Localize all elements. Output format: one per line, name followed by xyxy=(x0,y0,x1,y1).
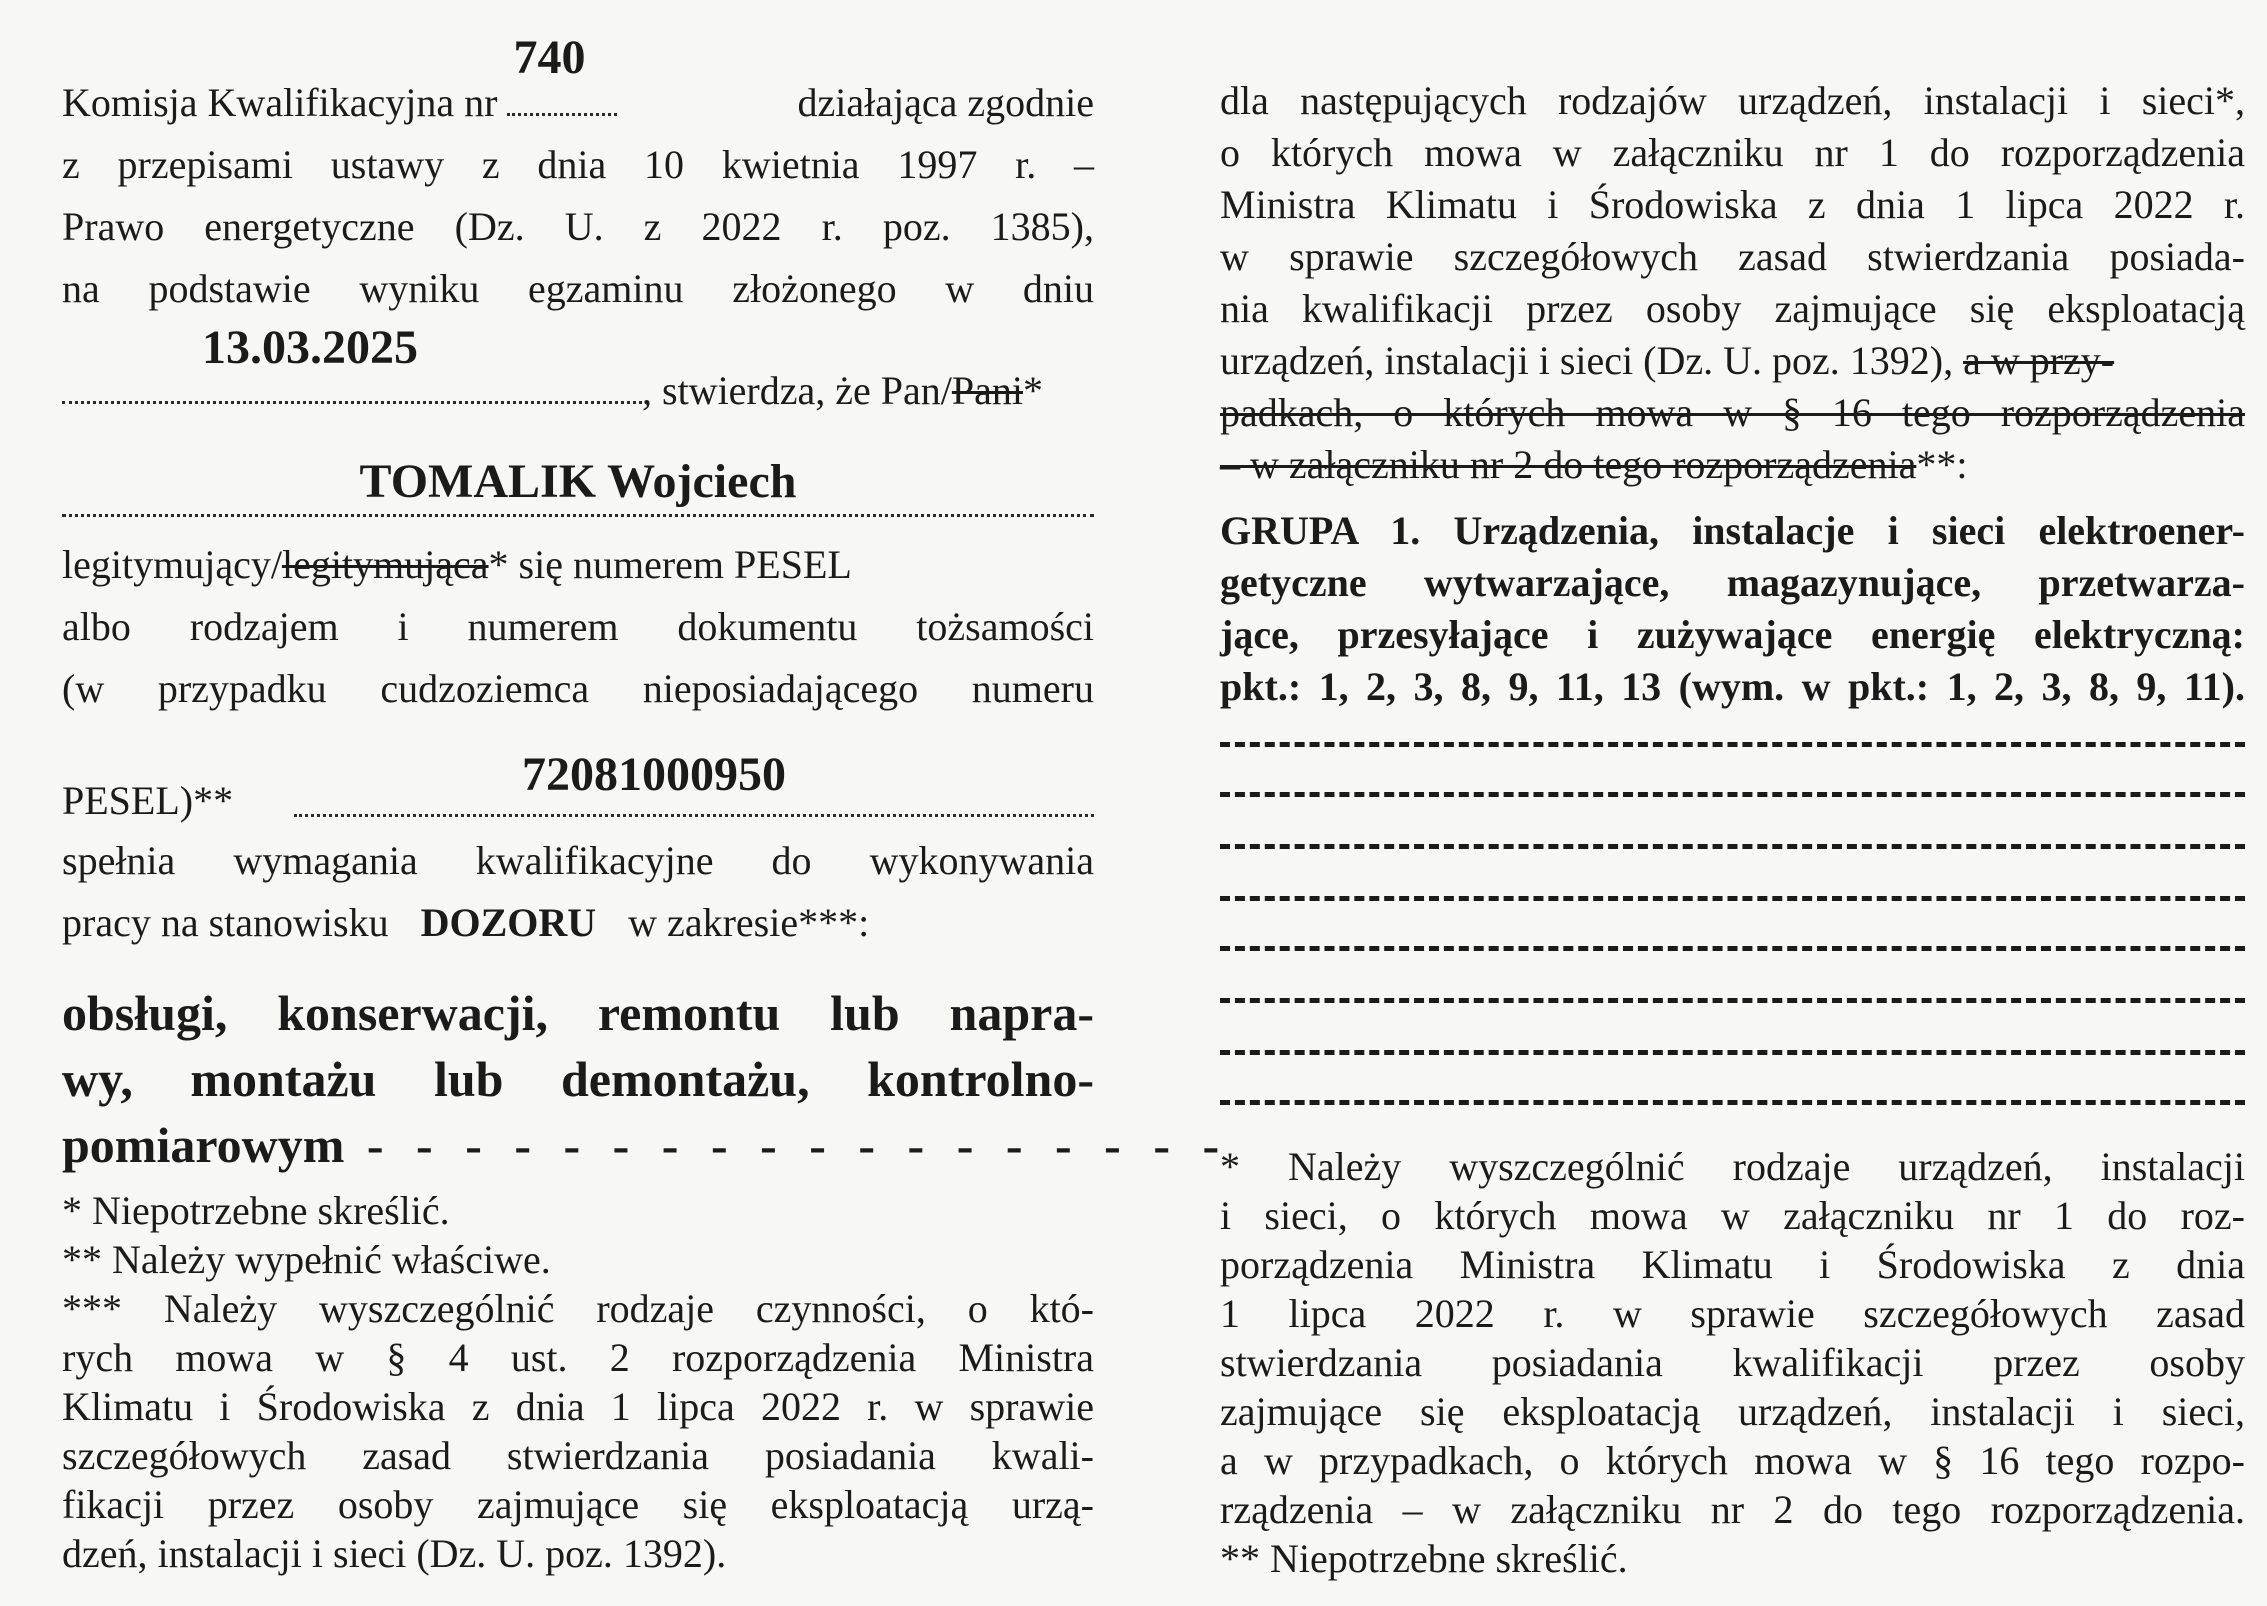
scope-line: obsługi, konserwacji, remontu lub napra- xyxy=(62,985,1094,1041)
position-line: pracy na stanowisku DOZORU w zakresie***: xyxy=(62,900,870,945)
text-line: Ministra Klimatu i Środowiska z dnia 1 lipca 2022 r. xyxy=(1220,182,2245,227)
group-heading-line: getyczne wytwarzające, magazynujące, przetwarza- xyxy=(1220,560,2245,605)
exam-date-line: 13.03.2025 , stwierdza, że Pan/Pani* xyxy=(62,360,1094,422)
dash-line xyxy=(1220,844,2245,849)
text-line: z przepisami ustawy z dnia 10 kwietnia 1997 r. – xyxy=(62,142,1094,187)
footnote: i sieci, o których mowa w załączniku nr 1 do roz- xyxy=(1220,1193,2245,1238)
id-line: legitymujący/legitymująca* się numerem PESEL xyxy=(62,542,852,587)
text-line: albo rodzajem i numerem dokumentu tożsamości xyxy=(62,604,1094,649)
dash-line xyxy=(1220,946,2245,951)
text-line: w sprawie szczegółowych zasad stwierdzania posiada- xyxy=(1220,234,2245,279)
footnote: 1 lipca 2022 r. w sprawie szczegółowych zasad xyxy=(1220,1291,2245,1336)
group-points-line: pkt.: 1, 2, 3, 8, 9, 11, 13 (wym. w pkt.: 1, 2, 3, 8, 9, 11). xyxy=(1220,664,2245,709)
footnote: ** Niepotrzebne skreślić. xyxy=(1220,1536,1628,1581)
footnote: ** Należy wypełnić właściwe. xyxy=(62,1237,551,1282)
text-line: o których mowa w załączniku nr 1 do rozporządzenia xyxy=(1220,130,2245,175)
struck-text-line: padkach, o których mowa w § 16 tego rozporządzenia xyxy=(1220,390,2245,435)
footnote: zajmujące się eksploatacją urządzeń, instalacji i sieci, xyxy=(1220,1389,2245,1434)
commission-number: 740 xyxy=(513,31,586,84)
footnote: * Niepotrzebne skreślić. xyxy=(62,1188,450,1233)
scope-line: wy, montażu lub demontażu, kontrolno- xyxy=(62,1051,1094,1107)
pesel-line: PESEL)** 72081000950 xyxy=(62,770,1094,832)
text-line: (w przypadku cudzoziemca nieposiadającego numeru xyxy=(62,666,1094,711)
dash-line xyxy=(1220,1050,2245,1055)
position: DOZORU xyxy=(420,900,597,945)
exam-date-field xyxy=(62,321,642,404)
text-line: spełnia wymagania kwalifikacyjne do wykonywania xyxy=(62,838,1094,883)
dash-line xyxy=(1220,792,2245,797)
dash-line xyxy=(1220,896,2245,901)
text-line: dla następujących rodzajów urządzeń, instalacji i sieci*, xyxy=(1220,78,2245,123)
footnote: Klimatu i Środowiska z dnia 1 lipca 2022 r. w sprawie xyxy=(62,1384,1094,1429)
footnote: *** Należy wyszczególnić rodzaje czynności, o któ- xyxy=(62,1286,1094,1331)
dash-line xyxy=(1220,1100,2245,1105)
footnote: * Należy wyszczególnić rodzaje urządzeń, instalacji xyxy=(1220,1144,2245,1189)
commission-number-field xyxy=(507,31,617,116)
commission-line: Komisja Kwalifikacyjna nr 740 działająca zgodnie xyxy=(62,72,1094,134)
footnote: fikacji przez osoby zajmujące się eksploatacją urzą- xyxy=(62,1482,1094,1527)
footnote: stwierdzania posiadania kwalifikacji przez osoby xyxy=(1220,1340,2245,1385)
text-line: nia kwalifikacji przez osoby zajmujące się eksploatacją xyxy=(1220,286,2245,331)
text-line: – w załączniku nr 2 do tego rozporządzenia**: xyxy=(1220,442,1968,487)
footnote: rządzenia – w załączniku nr 2 do tego rozporządzenia. xyxy=(1220,1487,2245,1532)
dash-line xyxy=(1220,998,2245,1003)
pesel-number: 72081000950 xyxy=(522,748,786,801)
footnote: dzeń, instalacji i sieci (Dz. U. poz. 1392). xyxy=(62,1531,727,1576)
footnote: rych mowa w § 4 ust. 2 rozporządzenia Ministra xyxy=(62,1335,1094,1380)
group-heading-line: GRUPA 1. Urządzenia, instalacje i sieci elektroener- xyxy=(1220,508,2245,553)
text-line: na podstawie wyniku egzaminu złożonego w dniu xyxy=(62,266,1094,311)
holder-name: TOMALIK Wojciech xyxy=(359,455,797,508)
dash-line xyxy=(1220,742,2245,747)
holder-name-field xyxy=(62,454,1094,517)
footnote: a w przypadkach, o których mowa w § 16 tego rozpo- xyxy=(1220,1438,2245,1483)
footnote: porządzenia Ministra Klimatu i Środowiska z dnia xyxy=(1220,1242,2245,1287)
scope-line: pomiarowym - - - - - - - - - - - - - - - - - - xyxy=(62,1117,1230,1173)
footnote: szczegółowych zasad stwierdzania posiadania kwali- xyxy=(62,1433,1094,1478)
exam-date: 13.03.2025 xyxy=(202,321,418,374)
group-heading-line: jące, przesyłające i zużywające energię elektryczną: xyxy=(1220,612,2245,657)
text-line: Prawo energetyczne (Dz. U. z 2022 r. poz. 1385), xyxy=(62,204,1094,249)
text-line: urządzeń, instalacji i sieci (Dz. U. poz. 1392), a w przy- xyxy=(1220,338,2115,383)
